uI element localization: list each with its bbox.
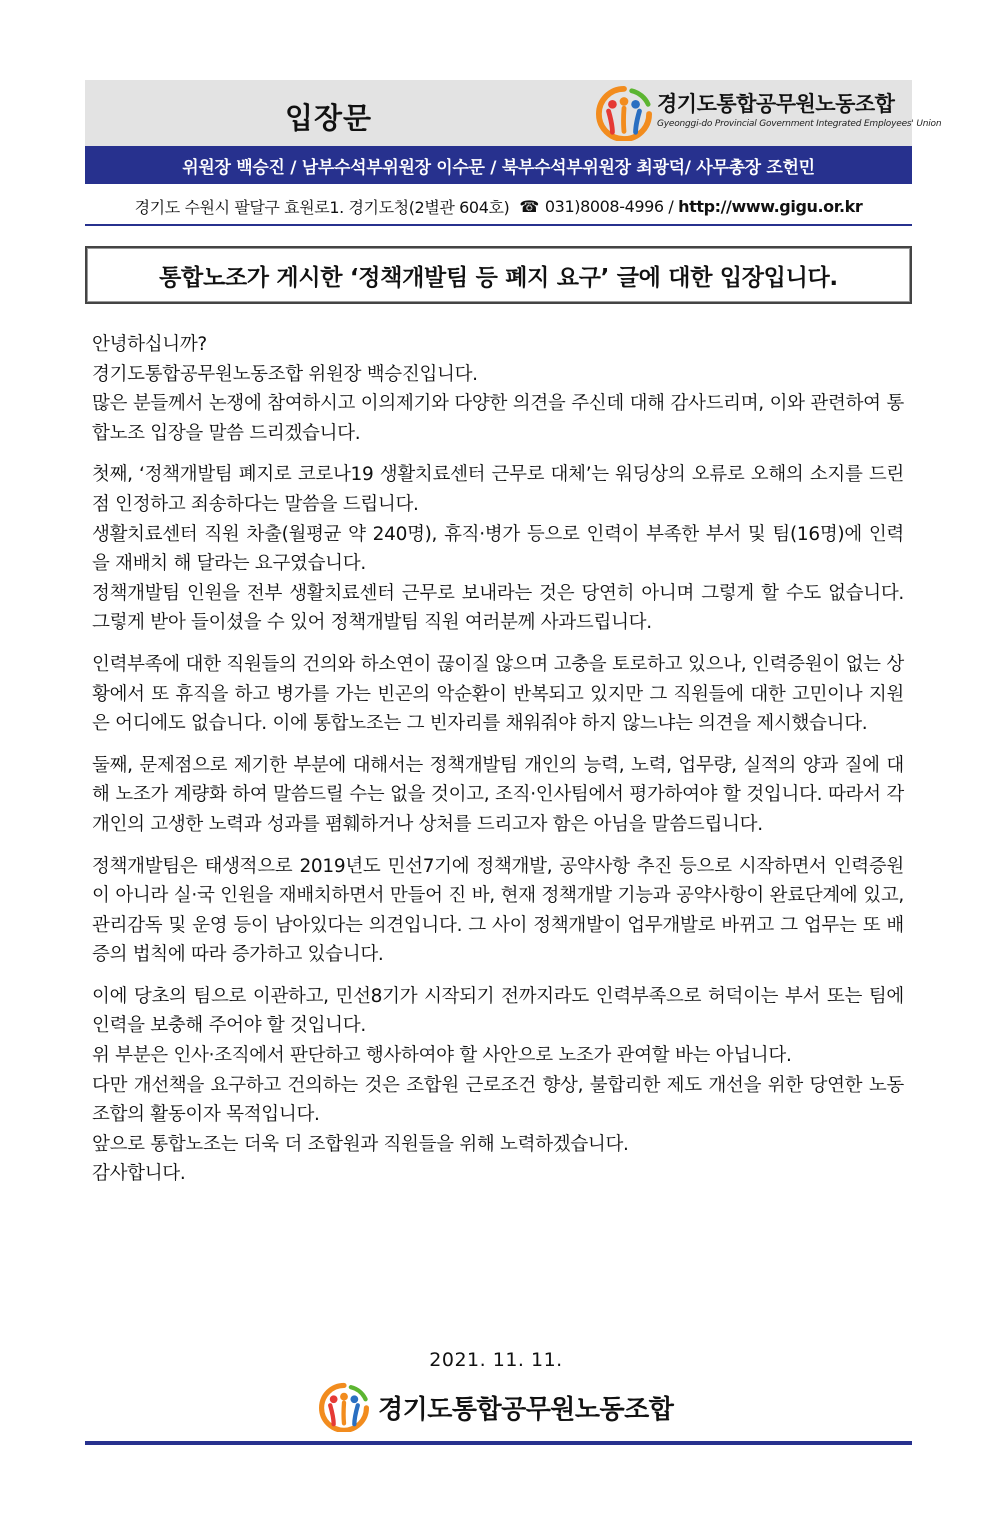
authority-paragraph: 위 부분은 인사·조직에서 판단하고 행사하여야 할 사안으로 노조가 관여할 바는 아닙니다.: [92, 1045, 792, 1067]
commitment-paragraph: 앞으로 통합노조는 더욱 더 조합원과 직원들을 위해 노력하겠습니다.: [92, 1133, 629, 1155]
statement-title-text: 통합노조가 게시한 ‘정책개발팀 등 폐지 요구’ 글에 대한 입장입니다.: [159, 264, 838, 291]
statement-date: 2021. 11. 11.: [429, 1349, 563, 1371]
signature-org-name: 경기도통합공무원노동조합: [378, 1395, 674, 1425]
staffing-paragraph: 인력부족에 대한 직원들의 건의와 하소연이 끊이질 않으며 고충을 토로하고 있으나, 인력증원이 없는 상황에서 또 휴직을 하고 병가를 가는 빈곤의 악순환이 반복되고 있지만 그 직원들에 대한 고민이나 지원은 어디에도 없습니다. 이에 통합노조는 그 빈자리를 채워줘야 하지 않느냐는 의견을 제시했습니다.: [92, 653, 904, 735]
org-name-korean: 경기도통합공무원노동조합: [657, 92, 895, 116]
origin-paragraph: 정책개발팀은 태생적으로 2019년도 민선7기에 정책개발, 공약사항 추진 등으로 시작하면서 인력증원이 아니라 실·국 인원을 재배치하면서 만들어 진 바, 현재 정책개발 기능과 공약사항이 완료단계에 있고, 관리감독 및 운영 등이 남아있다는 의견입니다. 그 사이 정책개발이 업무개발로 바뀌고 그 업무는 또 배증의 법칙에 따라 증가하고 있습니다.: [92, 855, 904, 966]
union-logo-icon: [318, 1382, 370, 1432]
officers-text: 위원장 백승진 / 남부수석부위원장 이수문 / 북부수석부위원장 최광덕/ 사무총장 조헌민: [182, 157, 815, 178]
org-name-english: Gyeonggi-do Provincial Government Integrated Employees' Union: [657, 119, 942, 129]
purpose-paragraph: 다만 개선책을 요구하고 건의하는 것은 조합원 근로조건 향상, 불합리한 제도 개선을 위한 당연한 노동조합의 활동이자 목적입니다.: [92, 1074, 904, 1126]
closing-paragraph: 감사합니다.: [92, 1163, 186, 1185]
intro-paragraph: 경기도통합공무원노동조합 위원장 백승진입니다.: [92, 363, 478, 385]
thanks-paragraph: 많은 분들께서 논쟁에 참여하시고 이의제기와 다양한 의견을 주신데 대해 감사드리며, 이와 관련하여 통합노조 입장을 말씀 드리겠습니다.: [92, 393, 904, 444]
request-paragraph: 생활치료센터 직원 차출(월평균 약 240명), 휴직·병가 등으로 인력이 부족한 부서 및 팀(16명)에 인력을 재배치 해 달라는 요구였습니다.: [92, 523, 904, 575]
officers-band: [85, 146, 912, 184]
statement-title: [85, 246, 912, 304]
doc-type-title: 입장문: [285, 101, 373, 135]
transfer-paragraph: 이에 당초의 팀으로 이관하고, 민선8기가 시작되기 전까지라도 인력부족으로 허덕이는 부서 또는 팀에 인력을 보충해 주어야 할 것입니다.: [92, 985, 904, 1037]
apology-paragraph: 정책개발팀 인원을 전부 생활치료센터 근무로 보내라는 것은 당연히 아니며 그렇게 할 수도 없습니다. 그렇게 받아 들이셨을 수 있어 정책개발팀 직원 여러분께 사과드립니다.: [92, 582, 904, 634]
phone-icon: ☎: [519, 196, 539, 216]
first-point-paragraph: 첫째, ‘정책개발팀 폐지로 코로나19 생활치료센터 근무로 대체’는 워딩상의 오류로 오해의 소지를 드린 점 인정하고 죄송하다는 말씀을 드립니다.: [92, 464, 904, 515]
greeting-paragraph: 안녕하십니까?: [92, 334, 207, 355]
phone-number: 031)8008-4996 /: [544, 196, 674, 216]
address-line: [85, 190, 912, 222]
union-logo-icon: [595, 85, 653, 141]
address-divider: [85, 224, 912, 226]
website-link[interactable]: http://www.gigu.or.kr: [678, 196, 863, 216]
second-point-paragraph: 둘째, 문제점으로 제기한 부분에 대해서는 정책개발팀 개인의 능력, 노력, 업무량, 실적의 양과 질에 대해 노조가 계량화 하여 말씀드릴 수는 없을 것이고, 조직·인사팀에서 평가하여야 할 것입니다. 따라서 각 개인의 고생한 노력과 성과를 폄훼하거나 상처를 드리고자 함은 아님을 말씀드립니다.: [92, 754, 904, 835]
footer-divider: [85, 1441, 912, 1445]
address-text: 경기도 수원시 팔달구 효원로1. 경기도청(2별관 604호): [134, 197, 510, 217]
statement-body: [92, 330, 904, 1189]
